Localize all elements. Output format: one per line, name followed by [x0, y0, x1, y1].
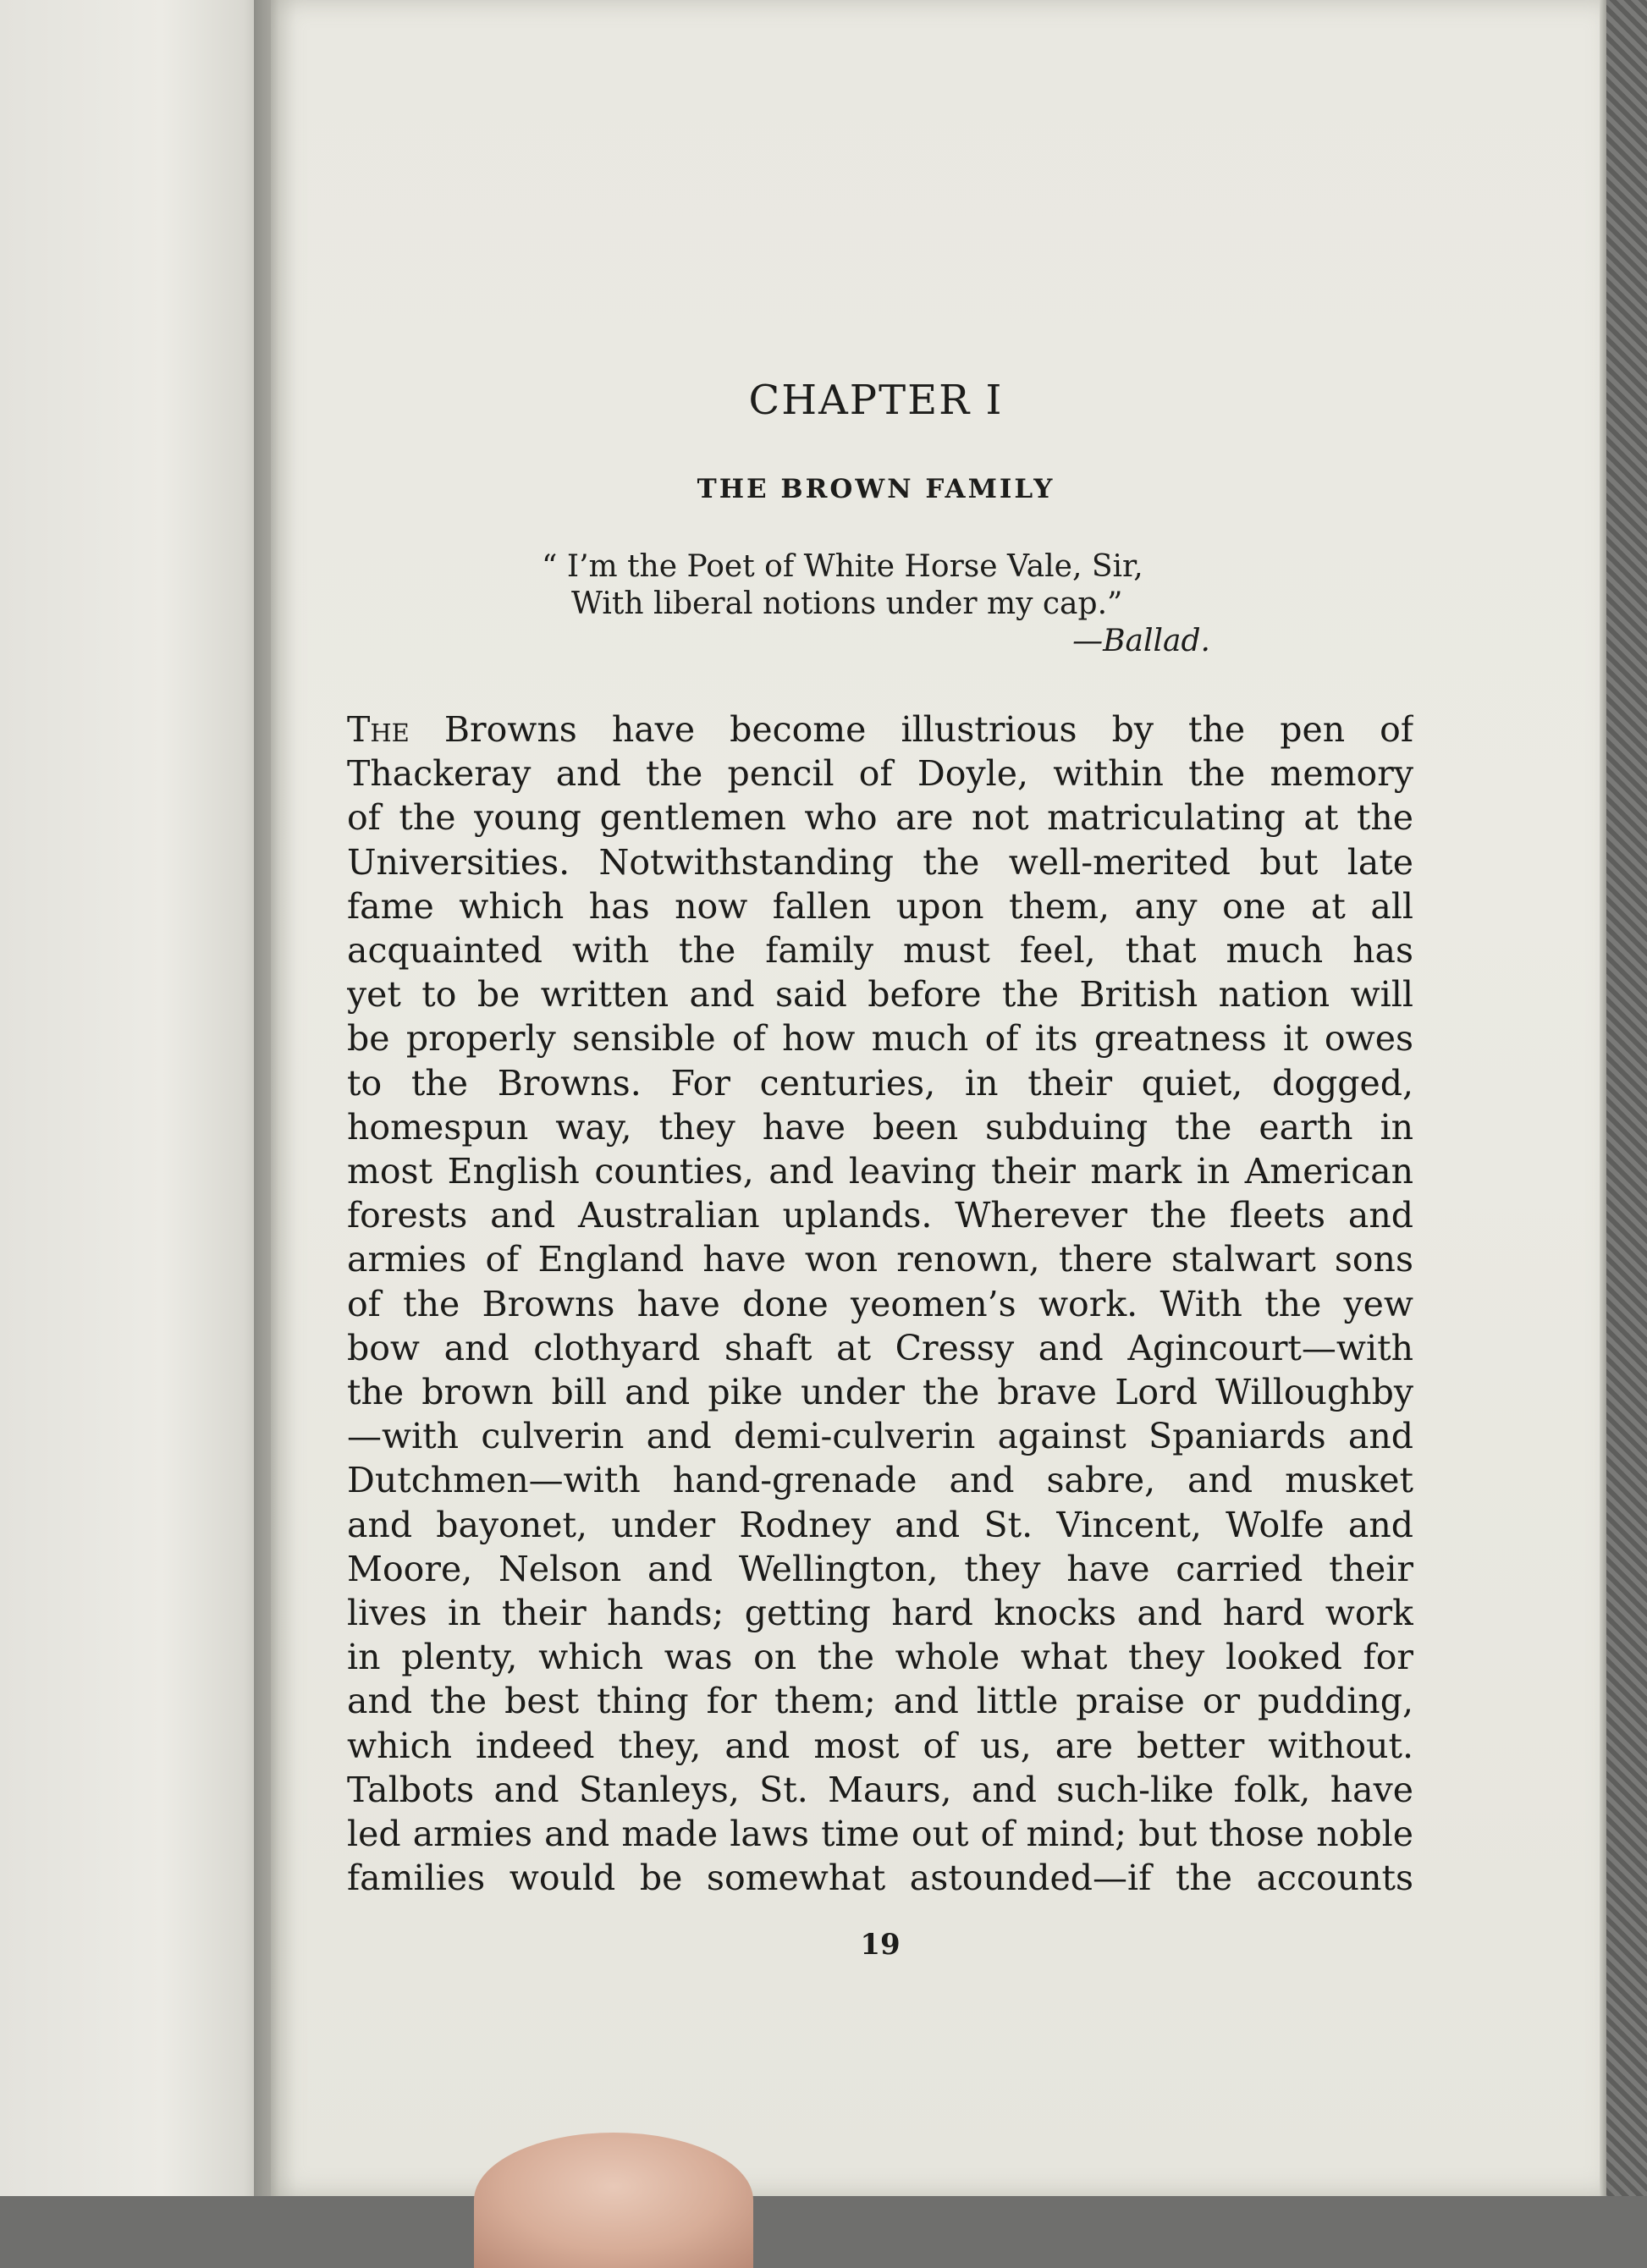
- body-line: of the Browns have done yeomen’s work. With the yew: [347, 1283, 1413, 1324]
- body-line: fame which has now fallen upon them, any one at all: [347, 885, 1413, 927]
- epigraph-line-1: “ I’m the Poet of White Horse Vale, Sir,: [542, 549, 1143, 584]
- body-paragraph: [347, 707, 1413, 1900]
- body-line: Universities. Notwithstanding the well-merited but late: [347, 841, 1413, 883]
- body-line: in plenty, which was on the whole what they looked for: [347, 1637, 1413, 1678]
- page-number: 19: [860, 1928, 901, 1962]
- facing-page: [0, 0, 271, 2196]
- body-line: Thackeray and the pencil of Doyle, within the memory: [347, 753, 1413, 795]
- body-line: Dutchmen—with hand-grenade and sabre, and musket: [347, 1460, 1413, 1501]
- body-line: families would be somewhat astounded—if the accounts: [347, 1858, 1413, 1899]
- body-line: most English counties, and leaving their mark in American: [347, 1151, 1413, 1192]
- body-line: to the Browns. For centuries, in their quiet, dogged,: [347, 1062, 1413, 1104]
- body-line: bow and clothyard shaft at Cressy and Agincourt—with: [347, 1327, 1413, 1368]
- body-line: forests and Australian uplands. Wherever the fleets and: [347, 1195, 1413, 1236]
- chapter-subtitle: THE BROWN FAMILY: [697, 474, 1055, 504]
- body-line: homespun way, they have been subduing the earth in: [347, 1106, 1413, 1148]
- thumb: [474, 2133, 753, 2268]
- body-line: led armies and made laws time out of mind; but those noble: [347, 1814, 1413, 1855]
- body-line: lives in their hands; getting hard knocks and hard work: [347, 1593, 1413, 1634]
- lead-word: The: [347, 709, 410, 750]
- body-line: The Browns have become illustrious by the pen of: [347, 709, 1413, 750]
- epigraph: [525, 548, 1219, 660]
- body-line: and the best thing for them; and little praise or pudding,: [347, 1681, 1413, 1722]
- body-line: which indeed they, and most of us, are better without.: [347, 1725, 1413, 1766]
- body-line: yet to be written and said before the British nation will: [347, 974, 1413, 1016]
- body-line: Moore, Nelson and Wellington, they have carried their: [347, 1548, 1413, 1589]
- body-line: Talbots and Stanleys, St. Maurs, and such-like folk, have: [347, 1769, 1413, 1810]
- epigraph-line-2: With liberal notions under my cap.”: [571, 586, 1123, 621]
- body-line: —with culverin and demi-culverin against Spaniards and: [347, 1416, 1413, 1457]
- body-line: and bayonet, under Rodney and St. Vincent, Wolfe and: [347, 1504, 1413, 1545]
- body-line: be properly sensible of how much of its greatness it owes: [347, 1018, 1413, 1060]
- body-line: acquainted with the family must feel, that much has: [347, 930, 1413, 972]
- body-line: of the young gentlemen who are not matriculating at the: [347, 797, 1413, 839]
- body-line: armies of England have won renown, there stalwart sons: [347, 1239, 1413, 1280]
- page-edge: [1600, 0, 1606, 2196]
- chapter-title: CHAPTER I: [748, 377, 1004, 424]
- book-gutter: [254, 0, 296, 2196]
- body-line: the brown bill and pike under the brave Lord Willoughby: [347, 1372, 1413, 1413]
- epigraph-source: —Ballad.: [1072, 624, 1210, 658]
